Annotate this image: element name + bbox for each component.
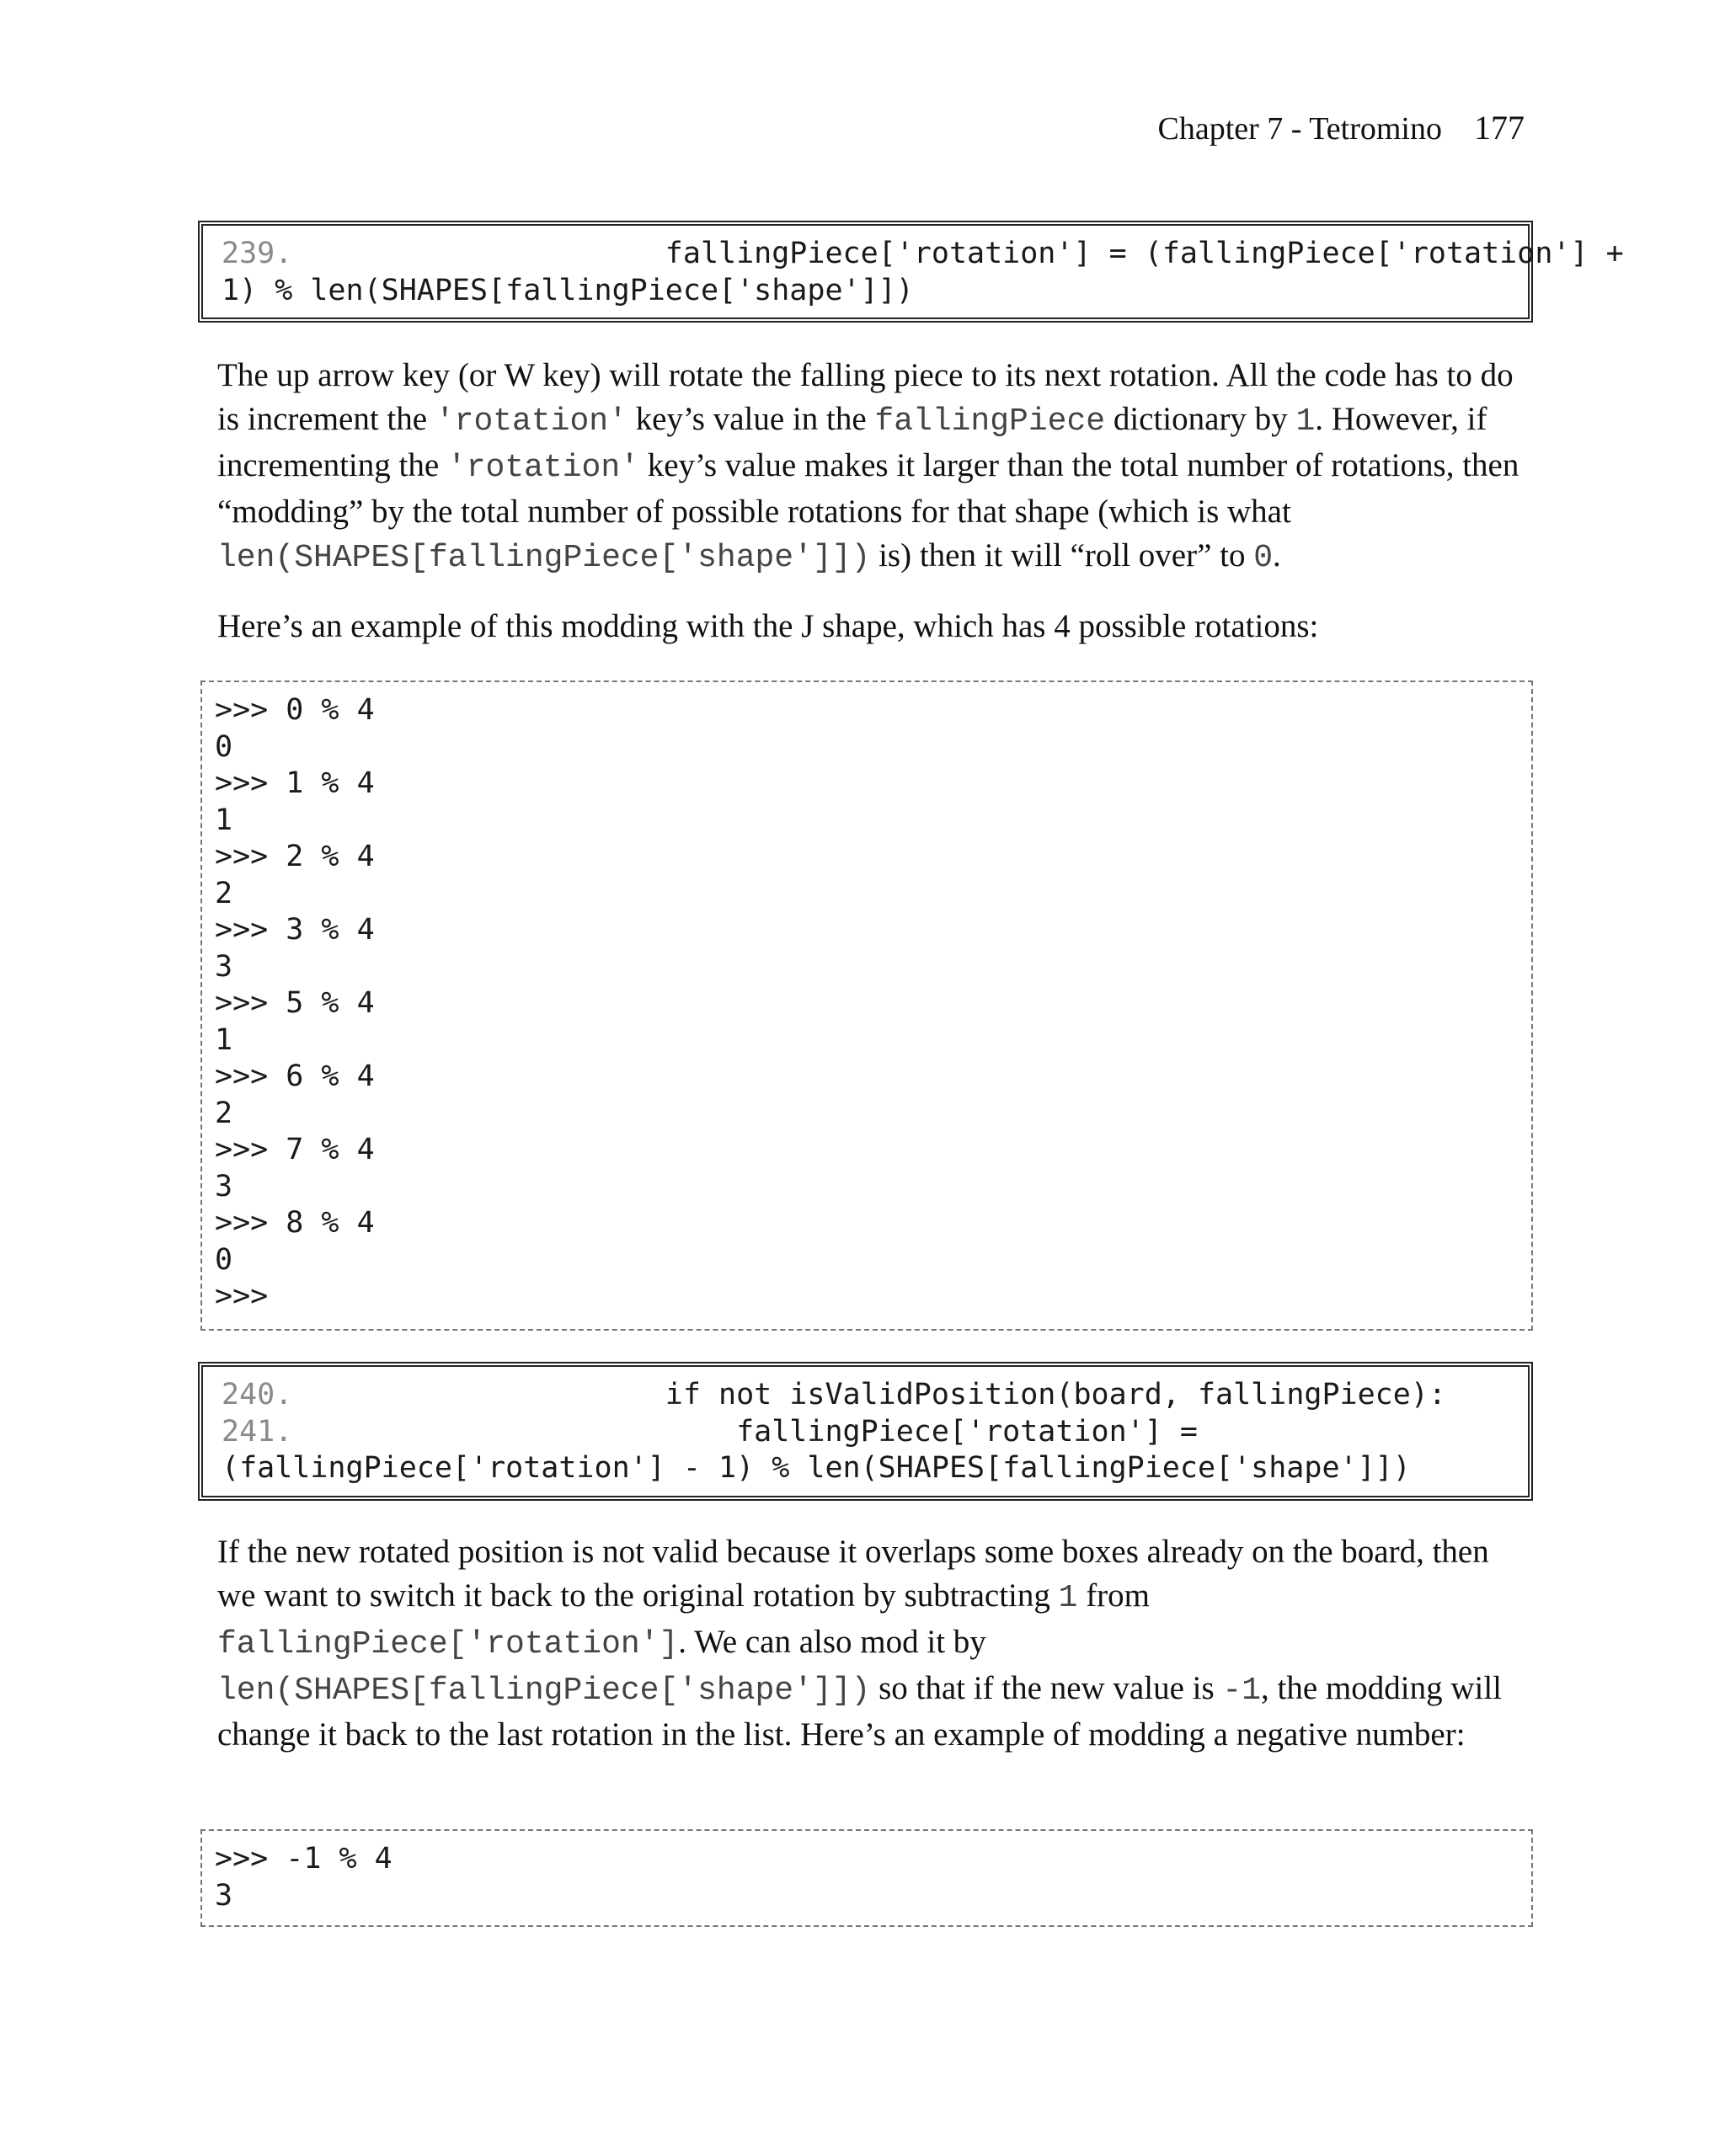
inline-code: fallingPiece	[874, 403, 1106, 440]
shell-line: 2	[215, 1096, 233, 1130]
code-line-241-cont: (fallingPiece['rotation'] - 1) % len(SHAPES[fallingPiece['shape']])	[222, 1451, 1411, 1485]
running-header	[1157, 108, 1525, 147]
chapter-title: Chapter 7 - Tetromino	[1157, 111, 1442, 147]
inline-code: 1	[1058, 1580, 1078, 1616]
shell-line: >>> 1 % 4	[215, 766, 375, 800]
line-number: 240.	[222, 1378, 293, 1412]
shell-line: 3	[215, 1169, 233, 1203]
shell-line: 3	[215, 1878, 233, 1913]
paragraph-rotation-explanation: The up arrow key (or W key) will rotate the falling piece to its next rotation. All the code has to do is increment the 'rotation' key’s value in the fallingPiece dictionary by 1. However, if incrementing the 'rotation' key’s value makes it larger than the total number of rotations, then “modding” by the total number of possible rotations for that shape (which is what len(SHAPES[fallingPiece['shape']]) is) then it will “roll over” to 0.	[217, 357, 1519, 576]
shell-line: >>> 7 % 4	[215, 1133, 375, 1166]
shell-line: 0	[215, 729, 233, 764]
code-text: if not isValidPosition(board, fallingPiece):	[292, 1378, 1446, 1412]
shell-line: 3	[215, 949, 233, 984]
code-text: fallingPiece['rotation'] = (fallingPiece['rotation'] +	[292, 237, 1624, 270]
code-text: fallingPiece['rotation'] =	[292, 1414, 1198, 1449]
line-number: 239.	[222, 237, 293, 270]
inline-code: fallingPiece['rotation']	[217, 1626, 679, 1662]
shell-line: >>>	[215, 1279, 269, 1313]
inline-code: len(SHAPES[fallingPiece['shape']])	[217, 540, 871, 576]
paragraph-modding-example-intro: Here’s an example of this modding with the J shape, which has 4 possible rotations:	[217, 608, 1319, 644]
code-block-line-239	[198, 221, 1624, 323]
shell-line: 2	[215, 876, 233, 910]
inline-code: 'rotation'	[435, 403, 628, 440]
shell-line: >>> 3 % 4	[215, 913, 375, 947]
shell-line: 1	[215, 803, 233, 837]
inline-code: 'rotation'	[446, 450, 639, 486]
page-number: 177	[1474, 109, 1525, 147]
shell-line: >>> 0 % 4	[215, 693, 375, 727]
inline-code: 0	[1253, 540, 1274, 576]
line-number: 241.	[222, 1414, 293, 1449]
shell-line: >>> -1 % 4	[215, 1842, 393, 1876]
code-line-241	[222, 1414, 1511, 1451]
shell-line: >>> 8 % 4	[215, 1206, 375, 1240]
shell-line: >>> 2 % 4	[215, 840, 375, 873]
paragraph-invalid-rotation: If the new rotated position is not valid because it overlaps some boxes already on the board, then we want to switch it back to the original rotation by subtracting 1 from fallingPiece['rotation']. We can also mod it by len(SHAPES[fallingPiece['shape']]) so that if the new value is -1, the modding will change it back to the last rotation in the list. Here’s an example of modding a negative number:	[217, 1534, 1503, 1753]
inline-code: 1	[1295, 403, 1316, 440]
code-line-239	[222, 236, 1624, 273]
shell-example-modding	[200, 680, 1533, 1331]
code-block-lines-240-241	[198, 1362, 1533, 1501]
code-line-240	[222, 1377, 1511, 1414]
shell-line: 1	[215, 1022, 233, 1057]
shell-line: >>> 6 % 4	[215, 1059, 375, 1093]
shell-line: 0	[215, 1242, 233, 1277]
inline-code: -1	[1222, 1673, 1262, 1709]
code-line-239-cont: 1) % len(SHAPES[fallingPiece['shape']])	[222, 273, 914, 307]
shell-example-negative-mod	[200, 1829, 1533, 1927]
shell-line: >>> 5 % 4	[215, 986, 375, 1020]
inline-code: len(SHAPES[fallingPiece['shape']])	[217, 1673, 871, 1709]
